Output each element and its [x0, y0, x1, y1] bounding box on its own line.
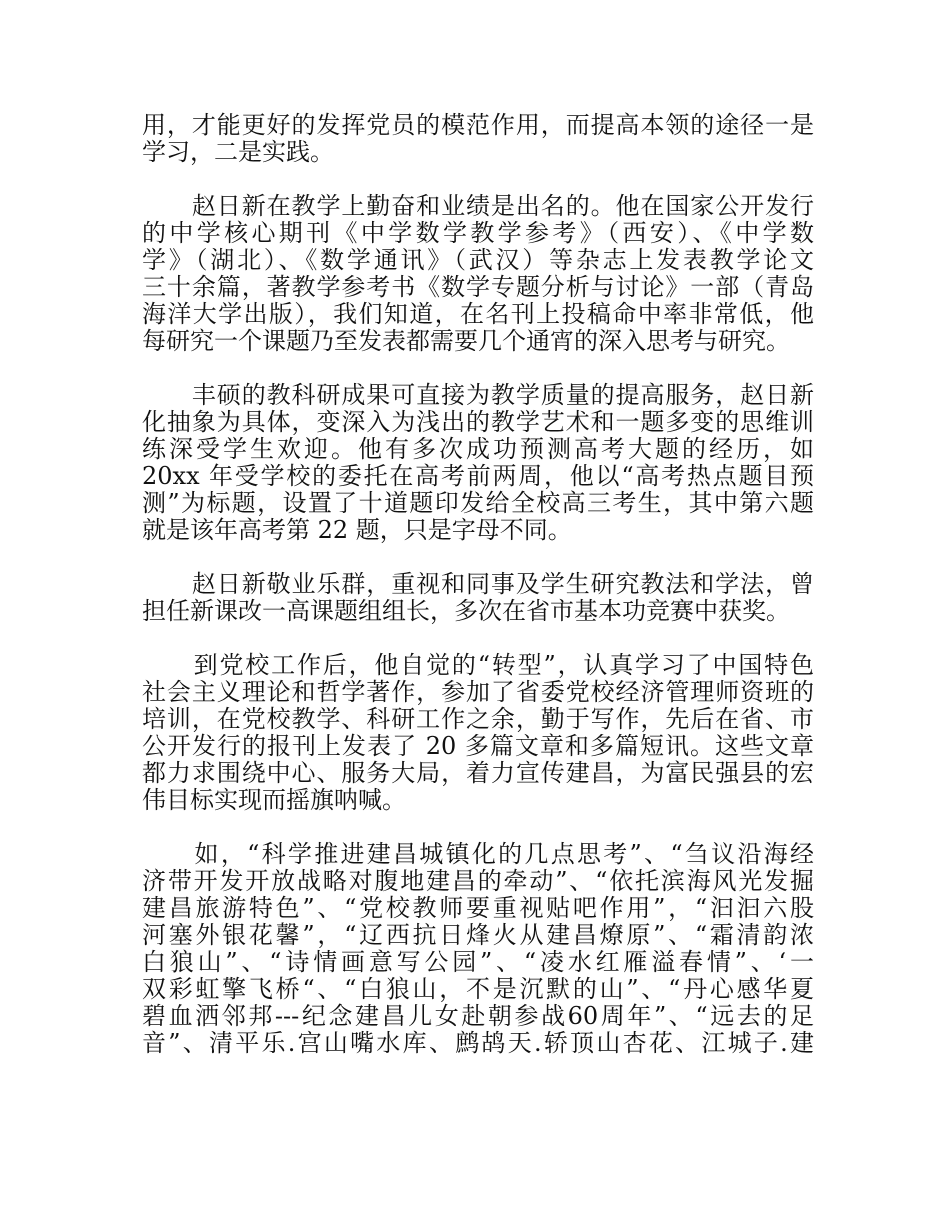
text-line: 练深受学生欢迎。他有多次成功预测高考大题的经历，如 [142, 435, 814, 463]
text-line: 每研究一个课题乃至发表都需要几个通宵的深入思考与研究。 [142, 327, 790, 355]
paragraph-1 [142, 112, 814, 166]
text-line: 建昌旅游特色”、“党校教师要重视贴吧作用”，“汩汩六股 [142, 894, 814, 922]
text-line: 碧血洒邻邦---纪念建昌儿女赴朝参战60周年”、“远去的足 [142, 1002, 814, 1030]
text-line: 赵日新敬业乐群，重视和同事及学生研究教法和学法，曾 [142, 570, 814, 598]
text-line: 化抽象为具体，变深入为浅出的教学艺术和一题多变的思维训 [142, 408, 814, 436]
text-line: 20xx 年受学校的委托在高考前两周，他以“高考热点题目预 [142, 462, 814, 490]
text-line: 培训，在党校教学、科研工作之余，勤于写作，先后在省、市 [142, 705, 814, 733]
text-line: 赵日新在教学上勤奋和业绩是出名的。他在国家公开发行 [142, 192, 814, 220]
text-line: 三十余篇，著教学参考书《数学专题分析与讨论》一部（青岛 [142, 273, 814, 301]
text-line: 到党校工作后，他自觉的“转型”，认真学习了中国特色 [142, 651, 814, 679]
text-line: 学》（湖北）、《数学通讯》（武汉）等杂志上发表教学论文 [142, 246, 814, 274]
text-line: 如，“科学推进建昌城镇化的几点思考”、“刍议沿海经 [142, 840, 814, 868]
text-line: 音”、清平乐.宫山嘴水库、鹧鸪天.轿顶山杏花、江城子.建 [142, 1029, 814, 1057]
paragraph-3 [142, 382, 814, 544]
text-line: 都力求围绕中心、服务大局，着力宣传建昌，为富民强县的宏 [142, 759, 814, 787]
text-line: 河塞外银花馨”，“辽西抗日烽火从建昌燎原”、“霜清韵浓 [142, 921, 814, 949]
text-line: 学习，二是实践。 [142, 138, 334, 166]
text-line: 海洋大学出版），我们知道，在名刊上投稿命中率非常低，他 [142, 300, 814, 328]
text-line: 的中学核心期刊《中学数学教学参考》（西安）、《中学数 [142, 219, 814, 247]
paragraph-2 [142, 193, 814, 355]
text-line: 社会主义理论和哲学著作，参加了省委党校经济管理师资班的 [142, 678, 814, 706]
document-page [142, 112, 814, 1084]
paragraph-6 [142, 841, 814, 1057]
paragraph-4 [142, 571, 814, 625]
paragraph-5 [142, 652, 814, 814]
text-line: 用，才能更好的发挥党员的模范作用，而提高本领的途径一是 [142, 111, 814, 139]
text-line: 丰硕的教科研成果可直接为教学质量的提高服务，赵日新 [142, 381, 814, 409]
text-line: 公开发行的报刊上发表了 20 多篇文章和多篇短讯。这些文章 [142, 732, 814, 760]
text-line: 双彩虹擎飞桥“、“白狼山，不是沉默的山”、“丹心感华夏 [142, 975, 814, 1003]
text-line: 济带开发开放战略对腹地建昌的牵动”、“依托滨海风光发掘 [142, 867, 814, 895]
text-line: 担任新课改一高课题组组长，多次在省市基本功竞赛中获奖。 [142, 597, 790, 625]
text-line: 伟目标实现而摇旗呐喊。 [142, 786, 406, 814]
text-line: 测”为标题，设置了十道题印发给全校高三考生，其中第六题 [142, 489, 814, 517]
text-line: 白狼山”、“诗情画意写公园”、“凌水红雁溢春情”、‘一 [142, 948, 814, 976]
text-line: 就是该年高考第 22 题，只是字母不同。 [142, 516, 572, 544]
